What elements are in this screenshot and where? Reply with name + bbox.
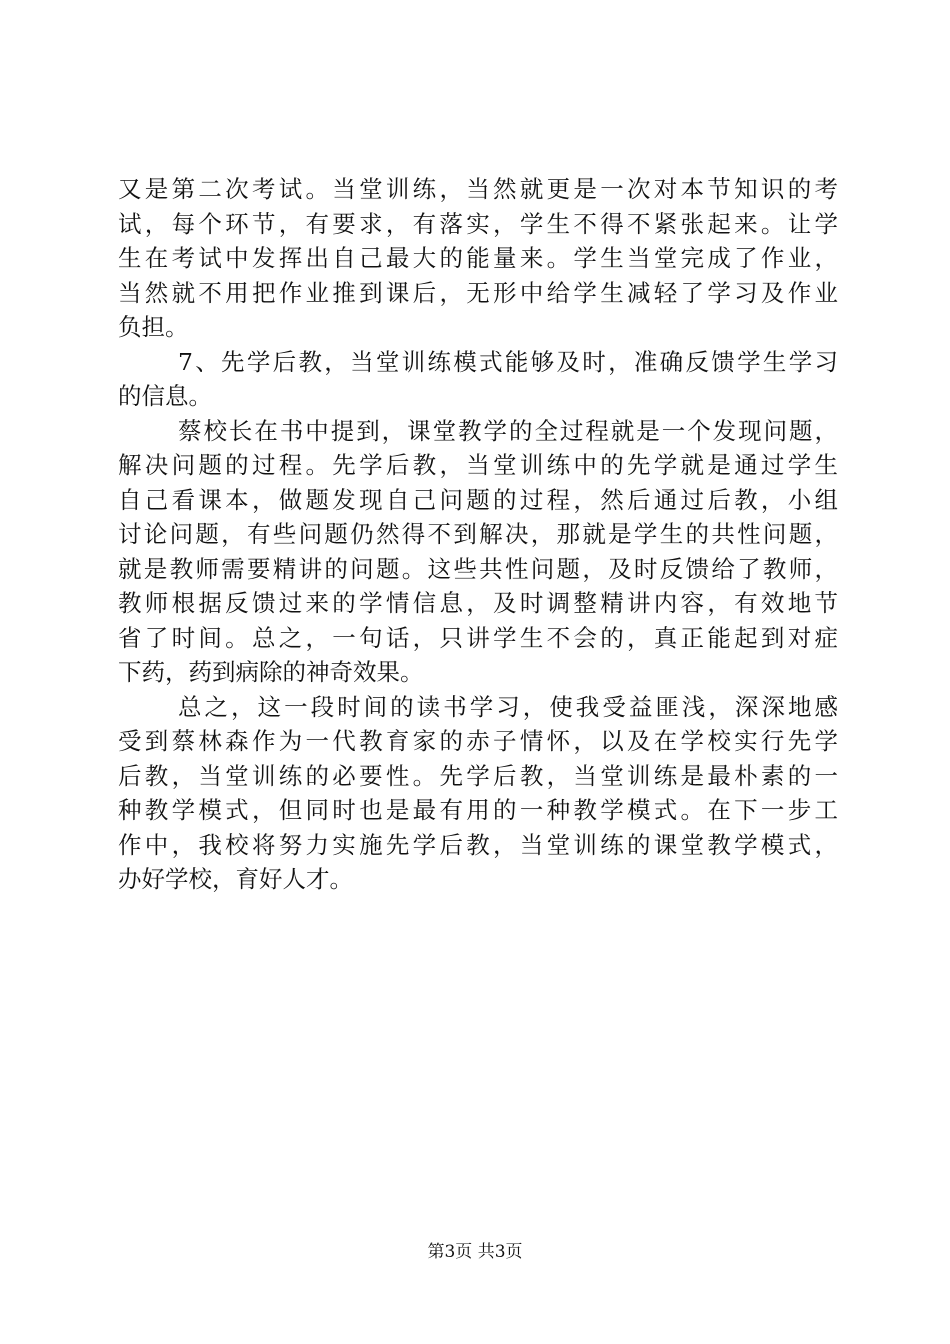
text-line: 省了时间。总之，一句话，只讲学生不会的，真正能起到对症 [118, 623, 838, 652]
text-line: 教师根据反馈过来的学情信息，及时调整精讲内容，有效地节 [118, 589, 838, 617]
text-line: 蔡校长在书中提到，课堂教学的全过程就是一个发现问题， [178, 416, 838, 445]
text-line: 总之，这一段时间的读书学习，使我受益匪浅，深深地感 [178, 692, 838, 721]
text-line: 作中，我校将努力实施先学后教，当堂训练的课堂教学模式， [118, 830, 838, 859]
text-line: 当然就不用把作业推到课后，无形中给学生减轻了学习及作业 [118, 278, 838, 307]
text-line: 下药，药到病除的神奇效果。 [118, 658, 424, 686]
text-line: 就是教师需要精讲的问题。这些共性问题，及时反馈给了教师， [118, 554, 838, 583]
text-line: 试，每个环节，有要求，有落实，学生不得不紧张起来。让学 [118, 209, 838, 238]
text-line: 后教，当堂训练的必要性。先学后教，当堂训练是最朴素的一 [118, 761, 838, 790]
text-line: 7、先学后教，当堂训练模式能够及时，准确反馈学生学习 [178, 347, 838, 376]
paragraph [118, 345, 838, 414]
text-line: 解决问题的过程。先学后教，当堂训练中的先学就是通过学生 [118, 451, 838, 479]
text-line: 又是第二次考试。当堂训练，当然就更是一次对本节知识的考 [118, 175, 838, 203]
page-footer: 第3页 共3页 [427, 1242, 523, 1262]
text-line: 生在考试中发挥出自己最大的能量来。学生当堂完成了作业， [118, 244, 838, 272]
text-line: 负担。 [118, 313, 189, 341]
text-line: 自己看课本，做题发现自己问题的过程，然后通过后教，小组 [118, 485, 838, 514]
text-line: 种教学模式，但同时也是最有用的一种教学模式。在下一步工 [118, 796, 838, 824]
text-line: 办好学校，育好人才。 [118, 865, 353, 893]
paragraph [118, 690, 838, 897]
text-line: 受到蔡林森作为一代教育家的赤子情怀，以及在学校实行先学 [118, 727, 838, 755]
text-line: 讨论问题，有些问题仍然得不到解决，那就是学生的共性问题， [118, 520, 838, 548]
document-body [118, 172, 838, 897]
text-line: 的信息。 [118, 382, 212, 410]
paragraph [118, 414, 838, 690]
paragraph [118, 172, 838, 345]
